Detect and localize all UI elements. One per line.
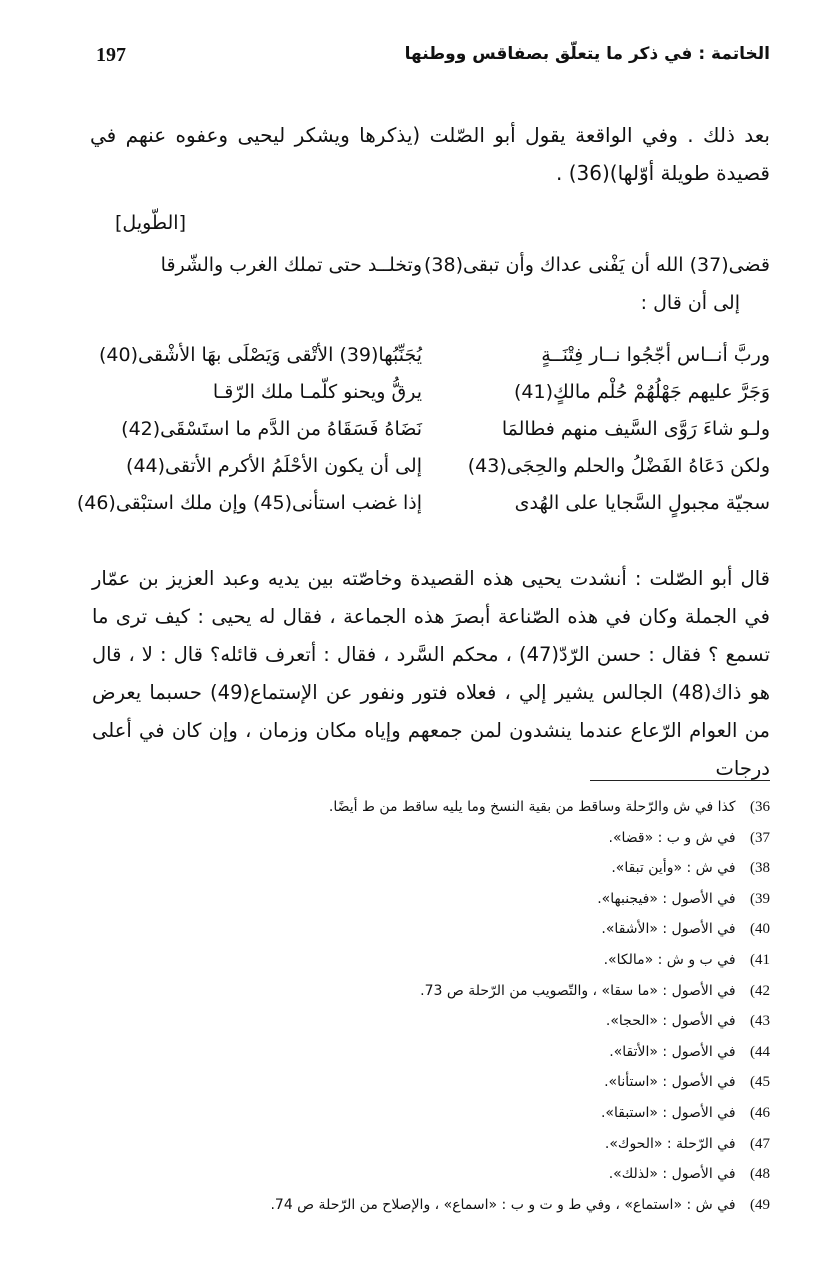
verse-line (76, 484, 770, 522)
verse-first-hemistich: ولكن دَعَاهُ الفَضْلُ والحلم والحِجَى(43) (467, 455, 770, 477)
verse-first-hemistich: ولـو شاءَ رَوَّى السَّيف منهم فطالمَا (501, 418, 770, 440)
footnote-number: 45) (750, 1074, 770, 1091)
transition-line: إلى أن قال : (640, 292, 740, 314)
footnote-text: في ش و ب : «قضا». (608, 829, 736, 846)
footnote-number: 39) (750, 890, 770, 907)
footnote-number: 44) (750, 1043, 770, 1060)
footnote-number: 47) (750, 1135, 770, 1152)
footnote-number: 43) (750, 1013, 770, 1030)
verse-line (92, 410, 770, 448)
footnote-text: في الأصول : «ما سقا» ، والتّصويب من الرّحلة ص 73. (420, 982, 736, 999)
verse-first-hemistich: قضى(37) الله أن يَفْنى عداك وأن تبقى(38) (423, 254, 770, 276)
meter-label: [الطّويل] (115, 212, 186, 234)
verse-first-hemistich: وربَّ أنــاس أجّجُوا نــار فِتْنَــةٍ (541, 344, 770, 366)
verse-second-hemistich: نَضَاهُ فَسَقَاهُ من الدَّم ما استَسْقَى(42) (121, 418, 422, 440)
footnote (80, 1037, 770, 1068)
footnote-separator (590, 780, 770, 781)
footnote-text: في ش : «استماع» ، وفي ط و ت و ب : «اسماع» ، والإصلاح من الرّحلة ص 74. (270, 1196, 736, 1213)
footnote-number: 42) (750, 982, 770, 999)
footnote (80, 884, 770, 915)
page-header (96, 44, 770, 74)
verse-line (92, 336, 770, 374)
footnote-text: في الأصول : «استأنا». (604, 1074, 736, 1091)
footnote (80, 1129, 770, 1160)
footnote-number: 49) (750, 1196, 770, 1213)
verse-first-hemistich: سجيّة مجبولٍ السَّجايا على الهُدى (514, 492, 770, 514)
footnote-number: 48) (750, 1166, 770, 1183)
footnote (80, 1190, 770, 1221)
footnote-number: 41) (750, 951, 770, 968)
page-number: 197 (96, 44, 126, 66)
verse-second-hemistich: يرقُّ ويحنو كلّمـا ملك الرّقـا (212, 381, 422, 403)
footnote-text: في الأصول : «الحجا». (605, 1013, 736, 1030)
footnote-text: في الأصول : «فيجنبها». (597, 890, 736, 907)
footnote-text: كذا في ش والرّحلة وساقط من بقية النسخ وما يليه ساقط من ط أيضًا. (328, 799, 736, 815)
verse-second-hemistich: إذا غضب استأنى(45) وإن ملك استبْقى(46) (76, 492, 422, 514)
footnote (80, 914, 770, 945)
footnote-text: في الأصول : «الأتقا». (609, 1043, 736, 1060)
footnote (80, 1006, 770, 1037)
footnote-text: في الأصول : «الأشقا». (601, 921, 736, 938)
verse-second-hemistich: وتخلــد حتى تملك الغرب والشّرقا (160, 254, 422, 276)
footnote (80, 1159, 770, 1190)
footnote-number: 40) (750, 921, 770, 938)
verse-second-hemistich: إلى أن يكون الأحْلَمُ الأكرم الأتقى(44) (126, 455, 422, 477)
footnote-text: في الأصول : «استبقا». (600, 1104, 736, 1121)
footnotes-list (80, 792, 770, 1220)
footnote-number: 46) (750, 1104, 770, 1121)
footnote-text: في الأصول : «لذلك». (608, 1166, 736, 1183)
running-title: الخاتمة : في ذكر ما يتعلّق بصفاقس ووطنها (404, 44, 770, 64)
footnote (80, 945, 770, 976)
footnote-text: في ب و ش : «مالكا». (603, 951, 736, 968)
verse-line (92, 447, 770, 485)
footnote (80, 1067, 770, 1098)
footnote (80, 823, 770, 854)
footnote-number: 37) (750, 829, 770, 846)
footnote (80, 853, 770, 884)
footnote (80, 1098, 770, 1129)
footnote-text: في ش : «وأين تبقا». (611, 860, 736, 877)
intro-paragraph: بعد ذلك . وفي الواقعة يقول أبو الصّلت (يذكرها ويشكر ليحيى وعفوه عنهم في قصيدة طويلة أوّلها)(36) . (90, 123, 770, 185)
footnote-number: 38) (750, 860, 770, 877)
verse-second-hemistich: يُجَنِّبُها(39) الأتْقى وَيَصْلَى بهَا الأشْقى(40) (99, 344, 422, 366)
footnote (80, 792, 770, 823)
prose-paragraph: قال أبو الصّلت : أنشدت يحيى هذه القصيدة وخاصّته بين يديه وعبد العزيز بن عمّار في الجملة وكان في هذه الصّناعة أبصرَ هذه الجماعة ، فقال له يحيى : كيف ترى ما تسمع ؟ فقال : حسن الرّدّ(47) ، محكم السَّرد ، فقال : أتعرف قائله؟ قال : لا ، قال هو ذاك(48) الجالس يشير إلي ، فعلاه فتور ونفور عن الإستماع(49) حسبما يعرض من العوام الرّعاع عندما ينشدون لمن جمعهم وإياه مكان وزمان ، وإن كان في أعلى درجات (92, 567, 770, 780)
footnote (80, 976, 770, 1007)
footnote-number: 36) (750, 799, 770, 815)
verse-first-hemistich: وَجَرَّ عليهم جَهْلُهُمْ حُلْم مالكٍ(41) (514, 381, 770, 403)
footnote-text: في الرّحلة : «الحوك». (604, 1135, 736, 1152)
verse-line (92, 373, 770, 411)
opening-verse (92, 246, 770, 284)
